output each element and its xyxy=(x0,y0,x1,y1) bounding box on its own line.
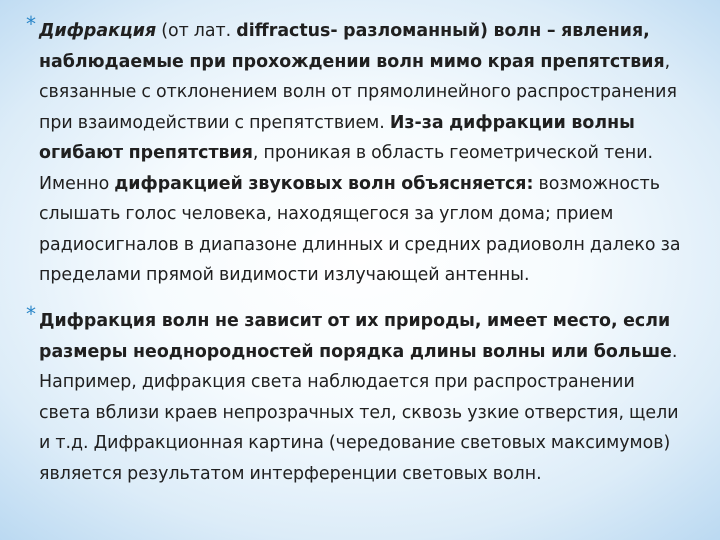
text-line xyxy=(39,138,702,169)
text-run: возможность xyxy=(533,173,660,194)
emphasized-text-run: размеры неоднородностей порядка длины волны или больше xyxy=(39,341,672,362)
text-run: связанные с отклонением волн от прямолинейного распространения xyxy=(39,82,677,102)
text-run: является результатом интерференции световых волн. xyxy=(39,463,542,484)
text-run: и т.д. Дифракционная картина (чередование световых максимумов) xyxy=(39,433,671,453)
paragraph-text xyxy=(39,306,702,489)
bullet-paragraph-diffraction-conditions xyxy=(26,302,702,489)
text-line xyxy=(39,108,702,139)
text-run: . xyxy=(671,341,678,362)
emphasized-text-run: огибают препятствия xyxy=(39,143,253,163)
text-line xyxy=(39,306,702,337)
text-line xyxy=(39,428,702,459)
text-run: Например, дифракция света наблюдается при распространении xyxy=(39,372,635,392)
text-run: пределами прямой видимости излучающей антенны. xyxy=(39,265,530,285)
bullet-paragraph-diffraction-definition xyxy=(26,12,702,291)
paragraph-text xyxy=(39,16,702,291)
bullet-marker: * xyxy=(26,302,36,326)
text-run: света вблизи краев непрозрачных тел, сквозь узкие отверстия, щели xyxy=(39,402,679,423)
text-line xyxy=(39,169,702,200)
emphasized-text-run: Дифракция волн не зависит от их природы, имеет место, если xyxy=(39,311,671,331)
text-run: при взаимодействии с препятствием. xyxy=(39,112,390,133)
text-line xyxy=(39,230,702,261)
emphasized-text-run: diffractus- разломанный) волн – явления, xyxy=(236,21,650,41)
text-line xyxy=(39,47,702,78)
text-line xyxy=(39,398,702,429)
text-line xyxy=(39,77,702,108)
emphasized-text-run: дифракцией звуковых волн объясняется: xyxy=(114,173,534,194)
text-run: радиосигналов в диапазоне длинных и средних радиоволн далеко за xyxy=(39,234,681,255)
emphasized-text-run: Из-за дифракции волны xyxy=(389,112,635,133)
text-run: (от лат. xyxy=(156,21,237,41)
text-line xyxy=(39,260,702,291)
emphasized-text-run: наблюдаемые при прохождении волн мимо края препятствия xyxy=(39,51,665,72)
text-line xyxy=(39,459,702,490)
text-run: слышать голос человека, находящегося за углом дома; прием xyxy=(39,204,614,224)
text-run: Именно xyxy=(39,173,115,194)
text-line xyxy=(39,367,702,398)
bullet-marker: * xyxy=(26,12,36,36)
text-line xyxy=(39,16,702,47)
text-run: , xyxy=(664,51,671,72)
text-line xyxy=(39,337,702,368)
emphasized-text-run: Дифракция xyxy=(39,21,157,41)
text-run: , проникая в область геометрической тени. xyxy=(252,143,654,163)
text-line xyxy=(39,199,702,230)
